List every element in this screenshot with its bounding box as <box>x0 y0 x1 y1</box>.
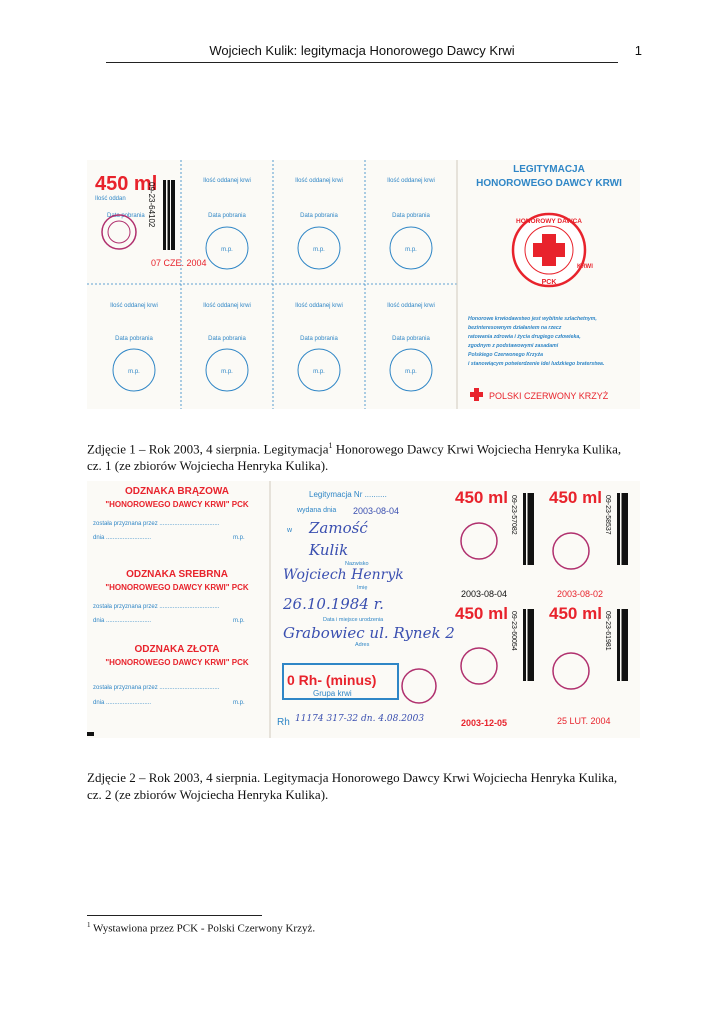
footnote-mark: 1 <box>87 921 91 929</box>
field-date: Data pobrania <box>208 336 246 342</box>
on-date: dnia ........................... <box>93 700 152 706</box>
serial-number: 09-23-64102 <box>147 182 156 228</box>
awarded-by: została przyznana przez .................................... <box>93 685 220 691</box>
address-handwriting: Grabowiec ul. Rynek 2 <box>283 624 455 642</box>
issuer-handwriting: Zamość <box>309 519 368 537</box>
blood-label: Grupa krwi <box>313 689 352 698</box>
mp-label: m.p. <box>221 369 233 375</box>
birth-label: Data i miejsce urodzenia <box>323 617 384 623</box>
birth-handwriting: 26.10.1984 r. <box>283 595 384 613</box>
header-title: Wojciech Kulik: legitymacja Honorowego Dawcy Krwi <box>209 43 515 58</box>
mp-label: m.p. <box>221 247 233 253</box>
surname-label: Nazwisko <box>345 561 369 567</box>
stamp-serial: 09-23-61981 <box>604 611 611 651</box>
awarded-by: została przyznana przez .................................... <box>93 521 220 527</box>
mp-label: m.p. <box>233 618 245 624</box>
rh-handwriting: 11174 317-32 dn. 4.08.2003 <box>295 714 425 724</box>
stamp-date: 2003-12-05 <box>461 718 508 728</box>
mp-label: m.p. <box>313 247 325 253</box>
blood-type: 0 Rh- (minus) <box>287 672 377 688</box>
mp-label: m.p. <box>405 247 417 253</box>
rh-label: Rh <box>277 717 290 728</box>
footnote <box>87 921 315 935</box>
cover-title-1: LEGITYMACJA <box>513 164 585 175</box>
issued-date: 2003-08-04 <box>353 506 400 516</box>
mp-label: m.p. <box>233 700 245 706</box>
mp-label: m.p. <box>128 369 140 375</box>
field-amount: Ilość oddanej krwi <box>295 303 343 309</box>
field-date: Data pobrania <box>300 336 338 342</box>
name-handwriting: Wojciech Henryk <box>283 567 404 583</box>
stamp-date: 2003-08-02 <box>557 589 604 599</box>
footnote-text: Wystawiona przez PCK - Polski Czerwony Krzyż. <box>90 922 316 935</box>
photo-2-id-card-part-2 <box>87 481 640 738</box>
caption-1 <box>87 437 647 474</box>
mp-label: m.p. <box>233 535 245 541</box>
caption-text: Zdjęcie 1 – Rok 2003, 4 sierpnia. Legitymacja <box>87 441 329 457</box>
mp-label: m.p. <box>313 369 325 375</box>
footnote-separator <box>87 915 262 916</box>
caption-text: Zdjęcie 2 – Rok 2003, 4 sierpnia. Legitymacja Honorowego Dawcy Krwi Wojciecha Henryka Kulika, <box>87 770 618 785</box>
field-amount-short: Ilość oddan <box>95 196 126 202</box>
photo-1-id-card-part-1 <box>87 160 640 409</box>
badge-title: ODZNAKA BRĄZOWA <box>124 486 230 497</box>
page-number: 1 <box>634 43 642 58</box>
date-stamp: 07 CZE. 2004 <box>151 258 207 268</box>
badge-bottom-text: PCK <box>541 279 557 286</box>
stamp-amount: 450 ml <box>455 488 508 507</box>
field-amount: Ilość oddanej krwi <box>387 178 435 184</box>
caption-text: cz. 2 (ze zbiorów Wojciecha Henryka Kulika). <box>87 787 329 802</box>
cover-title-2: HONOROWEGO DAWCY KRWI <box>476 178 622 189</box>
on-date: dnia ........................... <box>93 535 152 541</box>
caption-2 <box>87 769 647 803</box>
on-date: dnia ........................... <box>93 618 152 624</box>
motto-line: Honorowe krwiodawstwo jest wybitnie szlachetnym, <box>468 316 597 322</box>
field-date: Data pobrania <box>208 213 246 219</box>
w-label: w <box>287 527 293 534</box>
name-label: Imię <box>357 585 368 591</box>
motto-line: i stanowiącym potwierdzenie idei ludzkiego braterstwa. <box>468 361 605 367</box>
badge-title: ODZNAKA ZŁOTA <box>134 644 220 655</box>
badge-title: ODZNAKA SREBRNA <box>126 569 228 580</box>
caption-text: cz. 1 (ze zbiorów Wojciecha Henryka Kulika). <box>87 458 329 474</box>
amount-stamp: 450 ml <box>95 173 158 195</box>
field-amount: Ilość oddanej krwi <box>110 303 158 309</box>
field-amount: Ilość oddanej krwi <box>295 178 343 184</box>
badge-subtitle: "HONOROWEGO DAWCY KRWI" PCK <box>105 658 249 667</box>
badge-top-text: HONOROWY DAWCA <box>516 218 582 225</box>
stamp-date: 2003-08-04 <box>461 589 508 599</box>
motto-line: bezinteresownym działaniem na rzecz <box>468 325 562 331</box>
field-amount: Ilość oddanej krwi <box>387 303 435 309</box>
motto-line: zgodnym z podstawowymi zasadami <box>468 343 559 349</box>
stamp-serial: 09-23-57082 <box>510 495 517 535</box>
badge-right-text: KRWI <box>577 264 593 270</box>
mp-label: m.p. <box>405 369 417 375</box>
motto-line: Polskiego Czerwonego Krzyża <box>468 352 543 358</box>
stamp-amount: 450 ml <box>455 604 508 623</box>
stamp-amount: 450 ml <box>549 604 602 623</box>
field-date: Data pobrania <box>107 213 145 219</box>
legit-nr: Legitymacja Nr .......... <box>309 490 387 499</box>
field-amount: Ilość oddanej krwi <box>203 178 251 184</box>
awarded-by: została przyznana przez .................................... <box>93 604 220 610</box>
stamp-serial: 09-23-58537 <box>604 495 611 535</box>
surname-handwriting: Kulik <box>309 541 349 559</box>
page-header <box>106 40 642 63</box>
field-date: Data pobrania <box>115 336 153 342</box>
stamp-date: 25 LUT. 2004 <box>557 716 611 726</box>
org-name: POLSKI CZERWONY KRZYŻ <box>489 391 609 401</box>
field-date: Data pobrania <box>392 336 430 342</box>
caption-text: Honorowego Dawcy Krwi Wojciecha Henryka Kulika, <box>332 441 622 457</box>
badge-subtitle: "HONOROWEGO DAWCY KRWI" PCK <box>105 583 249 592</box>
footnote-ref: 1 <box>328 441 333 450</box>
address-label: Adres <box>355 642 370 648</box>
stamp-amount: 450 ml <box>549 488 602 507</box>
stamp-serial: 09-23-60054 <box>510 611 517 651</box>
field-amount: Ilość oddanej krwi <box>203 303 251 309</box>
motto-line: ratowania zdrowia i życia drugiego człowieka, <box>468 334 581 340</box>
field-date: Data pobrania <box>300 213 338 219</box>
issued-label: wydana dnia <box>297 507 337 514</box>
field-date: Data pobrania <box>392 213 430 219</box>
badge-subtitle: "HONOROWEGO DAWCY KRWI" PCK <box>105 500 249 509</box>
